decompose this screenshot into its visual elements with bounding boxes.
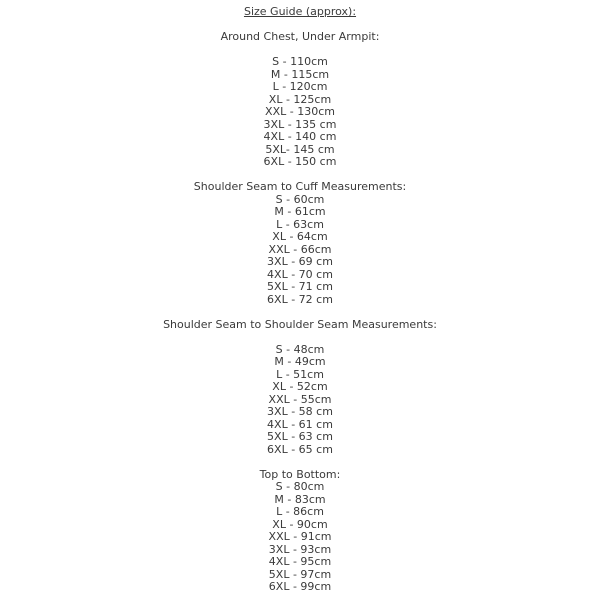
section-top-to-bottom — [0, 469, 600, 594]
size-row: XL - 64cm — [272, 230, 328, 243]
section-around-chest — [0, 31, 600, 169]
page-title: Size Guide (approx): — [243, 5, 357, 18]
size-row: M - 83cm — [274, 492, 326, 506]
size-row: 6XL - 99cm — [268, 580, 332, 593]
size-row: 4XL - 61 cm — [267, 417, 333, 431]
size-list — [0, 344, 600, 457]
size-row: 3XL - 69 cm — [267, 255, 333, 268]
size-row: S - 110cm — [272, 55, 328, 68]
size-row: 5XL - 71 cm — [267, 280, 333, 293]
section-heading: Shoulder Seam to Shoulder Seam Measurements: — [163, 317, 437, 331]
size-list — [0, 56, 600, 169]
section-shoulder-to-shoulder — [0, 319, 600, 457]
size-row: M - 49cm — [274, 355, 326, 368]
size-row: 4XL - 95cm — [268, 555, 332, 568]
size-row: XXL - 130cm — [265, 105, 335, 118]
section-heading: Around Chest, Under Armpit: — [220, 30, 380, 43]
size-row: S - 60cm — [275, 192, 325, 206]
size-row: L - 120cm — [272, 80, 328, 93]
size-row: 3XL - 93cm — [268, 542, 332, 556]
size-row: 5XL - 63 cm — [267, 430, 333, 443]
size-row: 6XL - 65 cm — [267, 442, 333, 456]
size-row: XL - 125cm — [268, 92, 332, 106]
size-row: 5XL- 145 cm — [265, 142, 335, 156]
size-row: L - 63cm — [276, 217, 324, 231]
size-row: 3XL - 135 cm — [263, 117, 337, 131]
size-row: 4XL - 140 cm — [263, 130, 337, 143]
size-row: L - 51cm — [276, 367, 324, 381]
size-list — [0, 481, 600, 594]
size-list — [0, 194, 600, 307]
size-row: L - 86cm — [276, 505, 324, 518]
size-row: XXL - 91cm — [268, 530, 332, 543]
section-shoulder-to-cuff — [0, 181, 600, 306]
section-heading: Shoulder Seam to Cuff Measurements: — [193, 180, 407, 193]
size-row: 5XL - 97cm — [268, 567, 332, 581]
size-row: 3XL - 58 cm — [267, 405, 333, 418]
size-row: M - 61cm — [274, 205, 326, 218]
section-heading: Top to Bottom: — [259, 467, 341, 481]
size-row: S - 80cm — [275, 480, 325, 493]
size-row: XL - 52cm — [272, 380, 328, 393]
size-row: M - 115cm — [270, 67, 330, 81]
size-row: XL - 90cm — [272, 517, 328, 531]
size-row: 4XL - 70 cm — [267, 267, 333, 281]
size-row: S - 48cm — [275, 342, 325, 356]
size-row: 6XL - 72 cm — [267, 292, 333, 306]
size-row: XXL - 66cm — [268, 242, 332, 256]
size-row: XXL - 55cm — [268, 392, 332, 406]
size-row: 6XL - 150 cm — [263, 155, 337, 168]
